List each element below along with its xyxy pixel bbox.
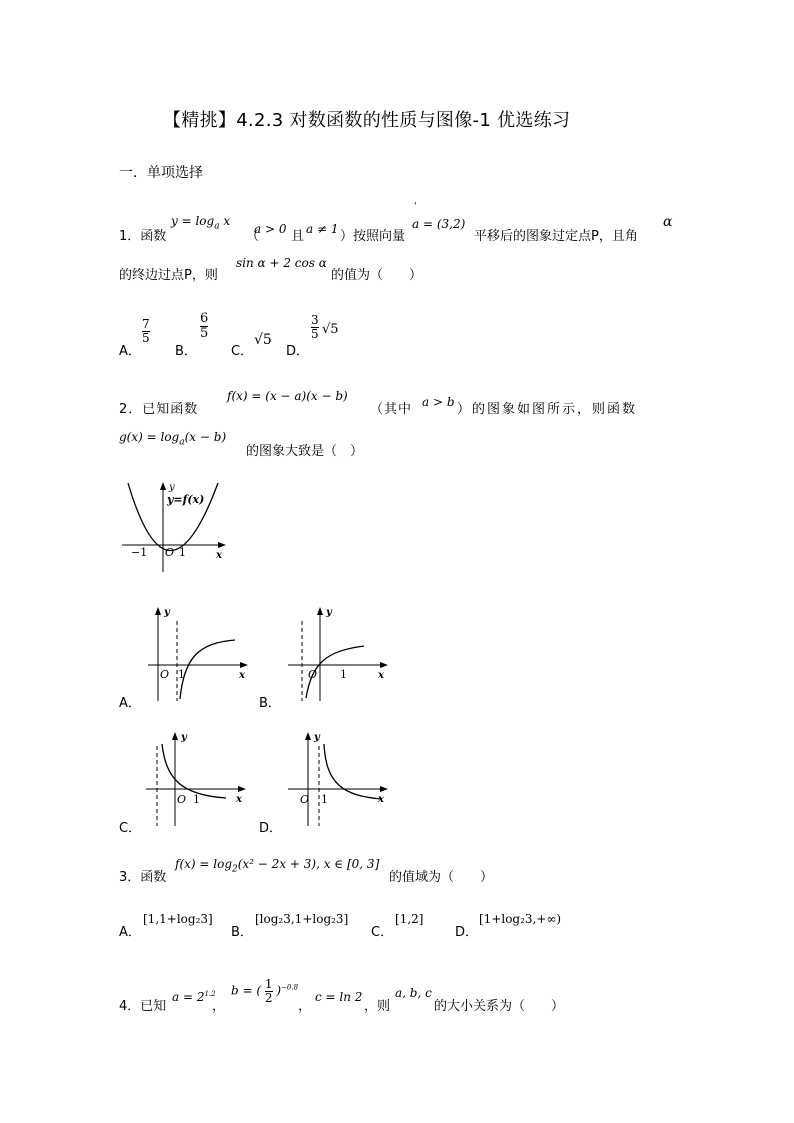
one-label: 1 bbox=[321, 793, 328, 806]
q4-b-expression: b = ( $\frac{1}{2}$ )$^{-0.8}$ bbox=[231, 977, 299, 1005]
x-label: x bbox=[378, 794, 384, 805]
section-heading: 一．单项选择 bbox=[119, 165, 203, 181]
q1-cond-a-positive: a > 0 bbox=[254, 222, 287, 236]
q3-option-d-value: [1+log₂3,+∞) bbox=[479, 912, 562, 926]
q1-option-b-value: 6 5 bbox=[200, 311, 209, 341]
x-axis-arrow bbox=[218, 542, 226, 548]
q1-line2-text: 的终边过点P，则 bbox=[119, 268, 218, 283]
q4-comma-1: ， bbox=[212, 999, 226, 1014]
x-label: x bbox=[236, 794, 242, 805]
origin-label: O bbox=[308, 668, 318, 681]
q2-option-c-label: C． bbox=[119, 821, 142, 836]
neg-one-label: −1 bbox=[131, 546, 148, 559]
q1-option-d-root: √5 bbox=[322, 322, 339, 337]
q4-then: ，则 bbox=[364, 999, 391, 1014]
q1-cond-close: ）按照向量 bbox=[340, 229, 406, 244]
q1-vector: a = (3,2) bbox=[412, 217, 466, 231]
y-label: y bbox=[326, 607, 332, 618]
q4-vars: a, b, c bbox=[395, 986, 432, 1000]
y-label: y bbox=[164, 607, 170, 618]
q2-option-b-label: B． bbox=[259, 696, 281, 711]
q2-parabola-figure bbox=[118, 478, 230, 578]
q2-condition-open: （其中 bbox=[370, 402, 413, 417]
origin-label: O bbox=[160, 668, 170, 681]
q1-and: 且 bbox=[291, 229, 305, 244]
q3-option-a-label: A． bbox=[119, 925, 141, 940]
x-label: x bbox=[378, 670, 384, 681]
q1-number: 1．函数 bbox=[119, 229, 167, 244]
q1-option-b-label: B． bbox=[175, 344, 197, 359]
q2-option-a-label: A． bbox=[119, 696, 141, 711]
q2-number: 2．已知函数 bbox=[119, 402, 199, 417]
q1-option-c-value: √5 bbox=[254, 332, 272, 348]
q2-description: ）的图象如图所示，则函数 bbox=[457, 402, 638, 417]
x-label: x bbox=[239, 670, 245, 681]
q2-option-d-graph[interactable] bbox=[282, 728, 394, 828]
q1-expression: sin α + 2 cos α bbox=[236, 256, 327, 270]
origin-label: O bbox=[177, 793, 187, 806]
origin-label: O bbox=[165, 546, 175, 559]
q1-option-a-label: A． bbox=[119, 344, 141, 359]
q3-option-c-value: [1,2] bbox=[395, 912, 424, 926]
q2-option-b-graph[interactable] bbox=[282, 603, 394, 703]
q1-translate-text: 平移后的图象过定点P，且角 bbox=[474, 229, 638, 244]
q1-vector-arrow-mark: ' bbox=[414, 202, 417, 212]
q4-number: 4．已知 bbox=[119, 999, 167, 1014]
q3-ask: 的值域为（ ） bbox=[389, 870, 494, 885]
q1-ask: 的值为（ ） bbox=[331, 268, 423, 283]
q2-function-f: f(x) = (x − a)(x − b) bbox=[227, 389, 348, 403]
page-title: 【精挑】4.2.3 对数函数的性质与图像-1 优选练习 bbox=[163, 110, 571, 131]
q1-function: $y = \log_a x$ bbox=[171, 214, 231, 232]
y-label: y bbox=[169, 482, 175, 493]
one-label: 1 bbox=[179, 546, 186, 559]
q2-condition: a > b bbox=[422, 395, 455, 409]
q4-c-expression: c = ln 2 bbox=[315, 990, 363, 1004]
one-label: 1 bbox=[340, 668, 347, 681]
q2-option-a-graph[interactable] bbox=[140, 603, 252, 703]
q2-option-c-graph[interactable] bbox=[140, 728, 252, 828]
q1-option-d-fraction: 3 5 bbox=[311, 313, 319, 341]
q1-cond-a-not-one: a ≠ 1 bbox=[306, 222, 339, 236]
q4-a-expression: $a = 2^{1.2}$ bbox=[172, 990, 216, 1004]
y-label: y bbox=[181, 732, 187, 743]
q4-ask: 的大小关系为（ ） bbox=[434, 999, 565, 1014]
q3-option-c-label: C． bbox=[371, 925, 394, 940]
q4-comma-2: ， bbox=[298, 999, 312, 1014]
x-label: x bbox=[216, 550, 222, 561]
q3-option-b-label: B． bbox=[231, 925, 253, 940]
q1-option-c-label: C． bbox=[231, 344, 254, 359]
q3-option-d-label: D． bbox=[455, 925, 479, 940]
q1-option-d-label: D． bbox=[286, 344, 310, 359]
q1-cond-open: （ bbox=[246, 229, 260, 244]
q2-option-d-label: D． bbox=[259, 821, 283, 836]
q3-option-b-value: [log₂3,1+log₂3] bbox=[255, 912, 349, 926]
y-axis-arrow bbox=[160, 482, 166, 490]
one-label: 1 bbox=[193, 793, 200, 806]
one-label: 1 bbox=[178, 668, 185, 681]
y-label: y bbox=[314, 732, 320, 743]
q3-option-a-value: [1,1+log₂3] bbox=[143, 912, 213, 926]
q2-function-g: $g(x) = \log_a(x - b)$ bbox=[119, 430, 227, 448]
q2-ask: 的图象大致是（ ） bbox=[246, 444, 364, 459]
fx-label: y=f(x) bbox=[167, 493, 205, 506]
q3-function: $f(x) = \log_2(x^2 - 2x + 3)$, x ∈ [0, 3] bbox=[175, 857, 380, 875]
origin-label: O bbox=[300, 793, 310, 806]
q3-number: 3．函数 bbox=[119, 870, 167, 885]
q1-option-a-value: 7 5 bbox=[142, 317, 150, 345]
q1-alpha: α bbox=[663, 214, 673, 230]
